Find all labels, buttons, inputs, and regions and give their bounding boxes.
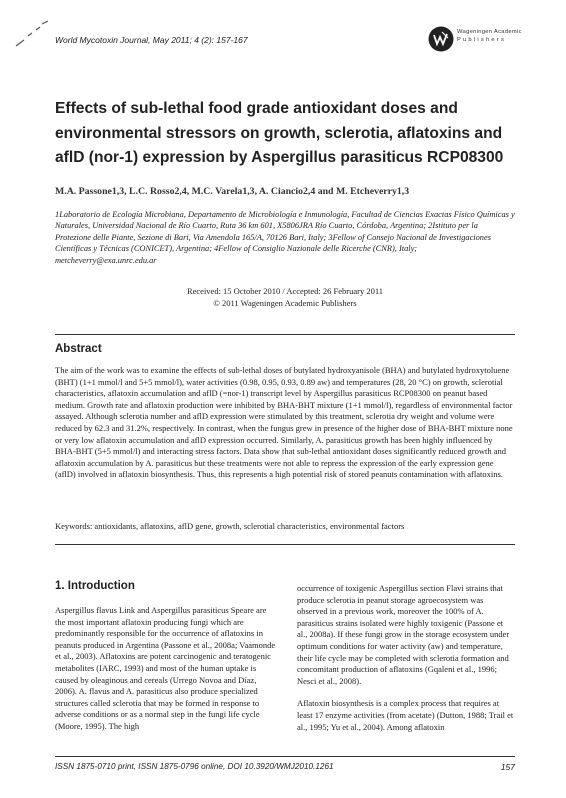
pen-mark-scribble (14, 18, 50, 50)
article-title: Effects of sub-lethal food grade antioxidant doses and environmental stressors on growth, sclerotia, aflatoxins and aflD (nor-1) expression by Aspergillus parasiticus RCP08300 (55, 100, 504, 166)
footer-rule (55, 756, 515, 757)
article-dates (55, 285, 515, 309)
author-list: M.A. Passone1,3, L.C. Rosso2,4, M.C. Varela1,3, A. Ciancio2,4 and M. Etcheverry1,3 (55, 186, 410, 197)
introduction-column-right (297, 583, 515, 733)
received-accepted-dates: Received: 15 October 2010 / Accepted: 26 February 2011 (186, 286, 384, 296)
publisher-logo-icon (428, 26, 454, 52)
intro-paragraph-3: Aflatoxin biosynthesis is a complex process that requires at least 17 enzyme activities (from acetate) (Dutton, 1988; Trail et al., 1995; Yu et al., 2004). Among aflatoxin (297, 698, 514, 732)
copyright-line: © 2011 Wageningen Academic Publishers (213, 298, 357, 308)
publisher-line1: Wageningen Academic (457, 29, 522, 35)
affiliations: 1Laboratorio de Ecología Microbiana, Departamento de Microbiología e Inmunología, Facultad de Ciencias Exactas Físico Químicas y Naturales, Universidad Nacional de Río Cuarto, Ruta 36 km 601, X5806JRA Río Cuarto, Córdoba, Argentina; 2Istituto per la Protezione delle Piante, Sezione di Bari, Via Amendola 165/A, 70126 Bari, Italy; 3Fellow of Consejo Nacional de Investigaciones Científicas y Técnicas (CONICET), Argentina; 4Fellow of Consiglio Nazionale delle Ricerche (CNR), Italy; metcheverry@exa.unrc.edu.ar (55, 210, 515, 265)
intro-paragraph-2: occurrence of toxigenic Aspergillus section Flavi strains that produce sclerotia in peanut storage agroecosystem was observed in a previous work, moreover the 100% of A. parasiticus strains isolated were highly toxigenic (Passone et al., 2008a). If these fungi grow in the storage ecosystem under optimum conditions for water activity (aw) and temperature, their life cycle may be completed with sclerotia formation and concomitant production of aflatoxins (Gqaleni et al., 1996; Nesci et al., 2008). (297, 583, 510, 686)
abstract-heading: Abstract (55, 343, 102, 355)
journal-header: World Mycotoxin Journal, May 2011; 4 (2): 157-167 (55, 35, 248, 45)
abstract-top-rule (55, 334, 515, 335)
page-number: 157 (500, 762, 515, 772)
footer-issn-doi: ISSN 1875-0710 print, ISSN 1875-0796 online, DOI 10.3920/WMJ2010.1261 (55, 762, 334, 771)
keywords-bottom-rule (55, 544, 515, 545)
keywords-line: Keywords: antioxidants, aflatoxins, aflD gene, growth, sclerotial characteristics, environmental factors (55, 521, 405, 531)
section-heading-introduction: 1. Introduction (55, 580, 135, 592)
abstract-text: The aim of the work was to examine the effects of sub-lethal doses of butylated hydroxyanisole (BHA) and butylated hydroxytoluene (BHT) (1+1 mmol/l and 5+5 mmol/l), water activities (0.98, 0.95, 0.93, 0.89 aw) and temperatures (28, 20 °C) on growth, sclerotial characteristics, aflatoxin accumulation and aflD (=nor-1) transcript level by Aspergillus parasiticus RCP08300 on peanut based medium. Growth rate and aflatoxin production were inhibited by BHA-BHT mixture (1+1 mmol/l), regardless of environmental factor assayed. Although sclerotia number and aflD expression were stimulated by this treatment, sclerotia dry weight and volume were reduced by 62.3 and 31.2%, respectively. In contrast, when the fungus grew in presence of the higher dose of BHA-BHT mixture none or very low aflatoxin accumulation and aflD expression occurred. Similarly, A. parasiticus growth has been highly influenced by BHA-BHT (5+5 mmol/l) and interacting stress factors. Data show that sub-lethal antioxidant doses significantly reduced growth and aflatoxin accumulation by A. parasiticus but these treatments were not able to repress the expression of the early expression gene (aflD) involved in aflatoxin biosynthesis. Thus, this represents a high potential risk of stored peanuts contamination with aflatoxins. (55, 365, 513, 480)
introduction-column-left (55, 605, 278, 733)
intro-paragraph-1: Aspergillus flavus Link and Aspergillus parasiticus Speare are the most important aflatoxin producing fungi which are predominantly responsible for the occurrence of aflatoxins in peanuts produced in Argentina (Passone et al., 2008a; Vaamonde et al., 2003). Aflatoxins are potent carcinogenic and teratogenic metabolites (IARC, 1993) and most of the human uptake is caused by oleaginous and cereals (Urrego Novoa and Díaz, 2006). A. flavus and A. parasiticus also produce specialized structures called sclerotia that may be formed in response to adverse conditions or as a normal step in the fungi life cycle (Moore, 1995). The high (55, 605, 276, 731)
publisher-name (457, 28, 522, 44)
publisher-line2: P u b l i s h e r s (457, 37, 505, 43)
